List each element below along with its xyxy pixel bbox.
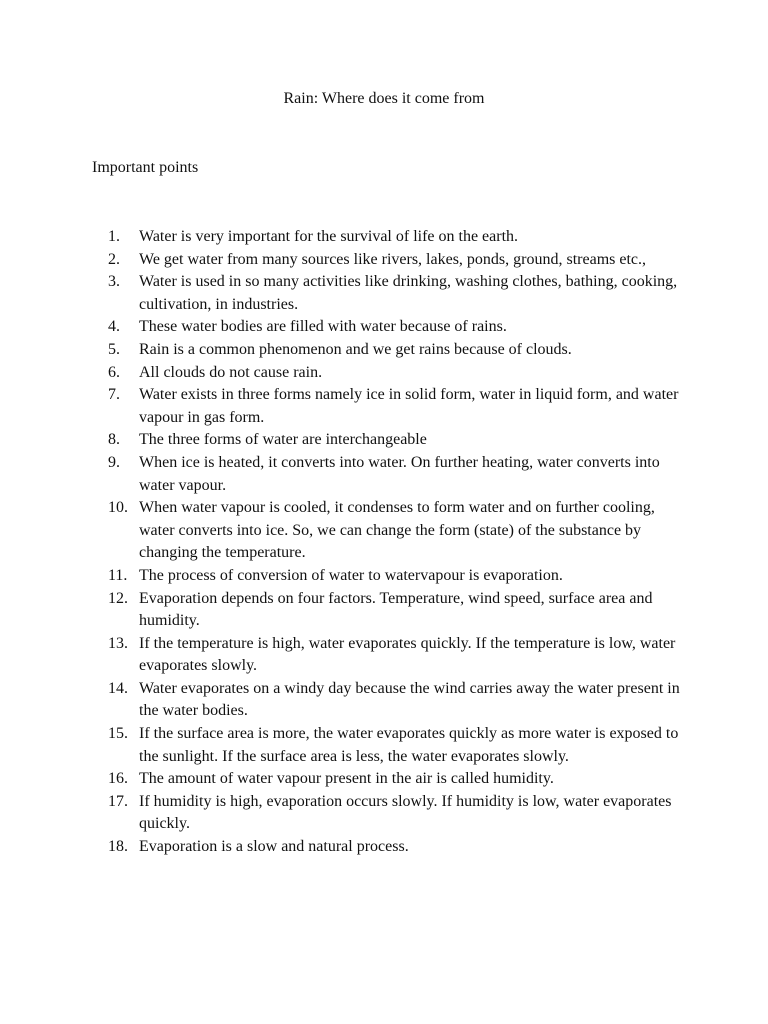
list-item-text: We get water from many sources like rivers, lakes, ponds, ground, streams etc.,	[139, 250, 647, 268]
list-item-number: 4.	[108, 318, 120, 336]
list-item-number: 16.	[108, 770, 128, 788]
list-item-number: 9.	[108, 453, 120, 471]
list-item-text: When water vapour is cooled, it condenses to form water and on further cooling, water converts into ice. So, we can change the form (state) of the substance by changing the temperature.	[139, 499, 655, 562]
list-item-number: 10.	[108, 499, 128, 517]
list-item	[108, 384, 683, 429]
list-item-text: The amount of water vapour present in the air is called humidity.	[139, 770, 554, 788]
list-item	[108, 497, 683, 565]
list-item-text: Evaporation depends on four factors. Temperature, wind speed, surface area and humidity.	[139, 589, 653, 630]
list-item-number: 3.	[108, 273, 120, 291]
list-item-text: All clouds do not cause rain.	[139, 363, 323, 381]
list-item	[108, 316, 683, 339]
list-item	[108, 565, 683, 588]
list-item	[108, 768, 683, 791]
list-item	[108, 249, 683, 272]
list-item	[108, 633, 683, 678]
list-item-number: 5.	[108, 340, 120, 358]
list-item-number: 11.	[108, 566, 128, 584]
list-item-text: Evaporation is a slow and natural process.	[139, 838, 409, 856]
list-item-number: 7.	[108, 386, 120, 404]
list-item-number: 1.	[108, 228, 120, 245]
list-item-text: Water evaporates on a windy day because the wind carries away the water present in the water bodies.	[139, 679, 680, 720]
section-heading: Important points	[92, 159, 199, 176]
list-item-number: 18.	[108, 838, 128, 856]
list-item	[108, 791, 683, 836]
list-item-number: 12.	[108, 589, 128, 607]
list-item	[108, 723, 683, 768]
list-item-number: 8.	[108, 431, 120, 449]
list-item-text: Water is very important for the survival of life on the earth.	[139, 228, 519, 245]
list-item-text: When ice is heated, it converts into water. On further heating, water converts into water vapour.	[139, 453, 660, 494]
list-item-text: These water bodies are filled with water because of rains.	[139, 318, 507, 336]
list-item	[108, 339, 683, 362]
list-item-text: Water is used in so many activities like drinking, washing clothes, bathing, cooking, cultivation, in industries.	[139, 273, 678, 313]
list-item	[108, 452, 683, 497]
list-item-number: 14.	[108, 679, 128, 697]
list-item-text: The process of conversion of water to watervapour is evaporation.	[139, 566, 563, 584]
list-item	[108, 226, 683, 249]
list-item-text: Water exists in three forms namely ice in solid form, water in liquid form, and water vapour in gas form.	[139, 386, 679, 426]
list-item-number: 13.	[108, 634, 128, 652]
points-list	[108, 226, 683, 859]
list-item	[108, 836, 683, 859]
list-item-text: If the temperature is high, water evaporates quickly. If the temperature is low, water evaporates slowly.	[139, 634, 676, 675]
list-item	[108, 362, 683, 385]
list-item	[108, 271, 683, 316]
list-item-number: 2.	[108, 250, 120, 268]
list-item-number: 6.	[108, 363, 120, 381]
list-item	[108, 588, 683, 633]
list-item-text: If the surface area is more, the water evaporates quickly as more water is exposed to the sunlight. If the surface area is less, the water evaporates slowly.	[139, 725, 679, 765]
list-item-text: Rain is a common phenomenon and we get rains because of clouds.	[139, 340, 572, 358]
list-item	[108, 429, 683, 452]
list-item	[108, 678, 683, 723]
list-item-text: The three forms of water are interchangeable	[139, 431, 427, 449]
list-item-text: If humidity is high, evaporation occurs slowly. If humidity is low, water evaporates quickly.	[139, 792, 672, 833]
list-item-number: 15.	[108, 725, 128, 743]
document-title: Rain: Where does it come from	[283, 90, 485, 107]
list-item-number: 17.	[108, 792, 128, 810]
